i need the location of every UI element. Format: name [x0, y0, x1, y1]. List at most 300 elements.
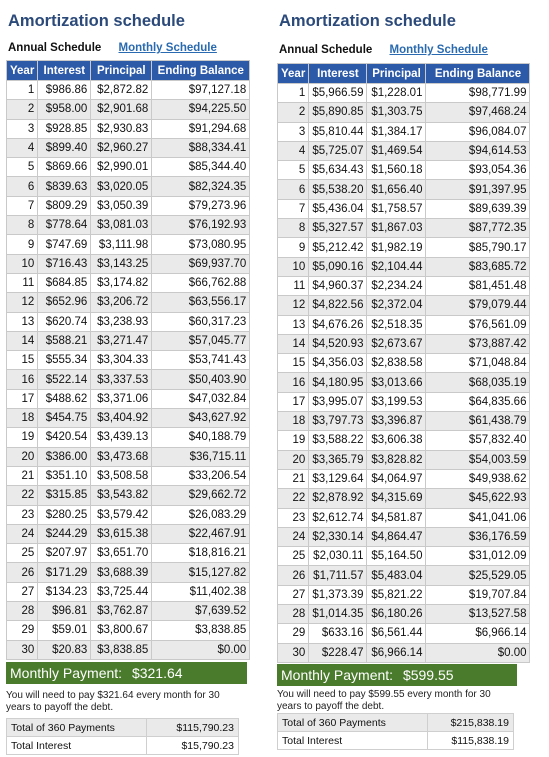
table-cell: 2 — [7, 100, 38, 119]
totals-row — [7, 719, 239, 737]
table-row — [278, 354, 530, 373]
table-cell: $45,622.93 — [426, 489, 530, 508]
table-cell: $3,579.42 — [91, 505, 152, 524]
table-cell: $3,271.47 — [91, 331, 152, 350]
table-cell: 29 — [7, 621, 38, 640]
table-cell: $61,438.79 — [426, 412, 530, 431]
table-cell: 22 — [7, 486, 38, 505]
table-cell: 19 — [7, 428, 38, 447]
table-row — [7, 486, 250, 505]
table-row — [278, 141, 530, 160]
table-cell: 30 — [7, 640, 38, 659]
table-row — [278, 527, 530, 546]
table-cell: $3,688.39 — [91, 563, 152, 582]
table-cell: $747.69 — [38, 235, 91, 254]
table-cell: $3,800.67 — [91, 621, 152, 640]
table-cell: 6 — [7, 177, 38, 196]
table-cell: $2,838.58 — [367, 354, 426, 373]
table-cell: $11,402.38 — [152, 582, 250, 601]
table-cell: $778.64 — [38, 216, 91, 235]
table-cell: $5,725.07 — [309, 141, 367, 160]
table-cell: $0.00 — [426, 643, 530, 662]
table-cell: $2,872.82 — [91, 81, 152, 100]
table-cell: $20.83 — [38, 640, 91, 659]
amortization-table — [277, 63, 530, 663]
table-cell: $2,372.04 — [367, 296, 426, 315]
table-cell: 9 — [278, 238, 309, 257]
table-cell: $420.54 — [38, 428, 91, 447]
table-cell: $54,003.59 — [426, 450, 530, 469]
table-cell: $986.86 — [38, 81, 91, 100]
table-cell: $1,982.19 — [367, 238, 426, 257]
table-cell: $7,639.52 — [152, 602, 250, 621]
table-cell: $3,365.79 — [309, 450, 367, 469]
table-cell: $4,581.87 — [367, 508, 426, 527]
table-cell: $19,707.84 — [426, 585, 530, 604]
table-cell: $3,615.38 — [91, 524, 152, 543]
table-row — [7, 138, 250, 157]
column-header: Year — [278, 64, 309, 84]
table-cell: 26 — [278, 566, 309, 585]
table-cell: $76,192.93 — [152, 216, 250, 235]
table-cell: $0.00 — [152, 640, 250, 659]
table-cell: 17 — [7, 389, 38, 408]
table-cell: 21 — [278, 469, 309, 488]
table-cell: $3,050.39 — [91, 196, 152, 215]
table-cell: $3,508.58 — [91, 466, 152, 485]
table-cell: $2,330.14 — [309, 527, 367, 546]
table-row — [7, 81, 250, 100]
table-cell: $3,588.22 — [309, 431, 367, 450]
table-cell: $134.23 — [38, 582, 91, 601]
table-cell: $29,662.72 — [152, 486, 250, 505]
column-header: Interest — [309, 64, 367, 84]
table-cell: $87,772.35 — [426, 219, 530, 238]
table-cell: $13,527.58 — [426, 605, 530, 624]
table-row — [7, 273, 250, 292]
table-cell: 10 — [278, 257, 309, 276]
table-cell: $68,035.19 — [426, 373, 530, 392]
table-cell: $5,810.44 — [309, 122, 367, 141]
table-cell: $3,404.92 — [91, 409, 152, 428]
table-cell: $1,560.18 — [367, 161, 426, 180]
table-cell: 23 — [7, 505, 38, 524]
table-cell: $2,901.68 — [91, 100, 152, 119]
table-cell: 23 — [278, 508, 309, 527]
totals-value: $115,838.19 — [428, 732, 514, 750]
table-row — [278, 122, 530, 141]
table-cell: $49,938.62 — [426, 469, 530, 488]
table-cell: 8 — [7, 216, 38, 235]
table-cell: $76,561.09 — [426, 315, 530, 334]
table-cell: 20 — [278, 450, 309, 469]
table-cell: 25 — [278, 547, 309, 566]
table-cell: $5,327.57 — [309, 219, 367, 238]
table-cell: $244.29 — [38, 524, 91, 543]
table-cell: $5,436.04 — [309, 199, 367, 218]
table-cell: $3,725.44 — [91, 582, 152, 601]
table-cell: $3,762.87 — [91, 602, 152, 621]
table-cell: $43,627.92 — [152, 409, 250, 428]
table-cell: $633.16 — [309, 624, 367, 643]
table-row — [278, 566, 530, 585]
table-row — [7, 466, 250, 485]
table-cell: 4 — [7, 138, 38, 157]
table-cell: $958.00 — [38, 100, 91, 119]
table-cell: $3,081.03 — [91, 216, 152, 235]
table-cell: $207.97 — [38, 544, 91, 563]
table-cell: 28 — [278, 605, 309, 624]
table-cell: $50,403.90 — [152, 370, 250, 389]
totals-value: $215,838.19 — [428, 714, 514, 732]
totals-label: Total of 360 Payments — [7, 719, 147, 737]
monthly-payment-bar — [6, 662, 247, 684]
table-cell: $2,673.67 — [367, 334, 426, 353]
table-cell: $5,090.16 — [309, 257, 367, 276]
table-cell: 11 — [7, 273, 38, 292]
table-cell: $5,890.85 — [309, 103, 367, 122]
table-cell: $81,451.48 — [426, 276, 530, 295]
table-row — [278, 334, 530, 353]
table-row — [278, 373, 530, 392]
table-cell: $522.14 — [38, 370, 91, 389]
table-cell: $3,143.25 — [91, 254, 152, 273]
table-cell: 5 — [278, 161, 309, 180]
table-cell: $73,887.42 — [426, 334, 530, 353]
table-cell: $652.96 — [38, 293, 91, 312]
table-cell: 1 — [278, 84, 309, 103]
table-row — [278, 489, 530, 508]
totals-label: Total of 360 Payments — [278, 714, 428, 732]
table-row — [7, 158, 250, 177]
table-cell: $3,337.53 — [91, 370, 152, 389]
table-cell: 2 — [278, 103, 309, 122]
table-cell: 12 — [278, 296, 309, 315]
table-cell: $928.85 — [38, 119, 91, 138]
table-cell: 4 — [278, 141, 309, 160]
column-header: Principal — [367, 64, 426, 84]
table-row — [7, 409, 250, 428]
table-cell: $3,797.73 — [309, 412, 367, 431]
table-cell: $454.75 — [38, 409, 91, 428]
table-cell: $79,079.44 — [426, 296, 530, 315]
table-cell: 24 — [278, 527, 309, 546]
table-cell: $89,639.39 — [426, 199, 530, 218]
table-cell: $3,606.38 — [367, 431, 426, 450]
table-cell: 7 — [278, 199, 309, 218]
table-row — [7, 293, 250, 312]
table-cell: $97,468.24 — [426, 103, 530, 122]
table-cell: 27 — [7, 582, 38, 601]
table-cell: $171.29 — [38, 563, 91, 582]
table-row — [7, 524, 250, 543]
table-cell: $6,966.14 — [426, 624, 530, 643]
page-title: Amortization schedule — [8, 12, 185, 30]
totals-row — [278, 714, 514, 732]
table-row — [278, 103, 530, 122]
table-row — [278, 431, 530, 450]
monthly-payment-label: Monthly Payment: — [281, 667, 394, 683]
table-cell: $69,937.70 — [152, 254, 250, 273]
table-cell: $5,821.22 — [367, 585, 426, 604]
table-cell: 5 — [7, 158, 38, 177]
table-cell: 26 — [7, 563, 38, 582]
table-cell: $31,012.09 — [426, 547, 530, 566]
table-cell: $93,054.36 — [426, 161, 530, 180]
table-cell: $716.43 — [38, 254, 91, 273]
totals-row — [278, 732, 514, 750]
table-body — [278, 84, 530, 663]
table-cell: 18 — [278, 412, 309, 431]
table-cell: $620.74 — [38, 312, 91, 331]
table-row — [7, 196, 250, 215]
table-row — [7, 602, 250, 621]
tab-monthly-schedule[interactable]: Monthly Schedule — [118, 42, 217, 54]
table-cell: $1,014.35 — [309, 605, 367, 624]
table-cell: 6 — [278, 180, 309, 199]
column-header: Year — [7, 61, 38, 81]
table-cell: $3,828.82 — [367, 450, 426, 469]
table-cell: $94,225.50 — [152, 100, 250, 119]
table-cell: $4,864.47 — [367, 527, 426, 546]
table-cell: 21 — [7, 466, 38, 485]
table-cell: $2,234.24 — [367, 276, 426, 295]
table-cell: $3,838.85 — [152, 621, 250, 640]
table-cell: $588.21 — [38, 331, 91, 350]
table-cell: $88,334.41 — [152, 138, 250, 157]
table-row — [7, 351, 250, 370]
table-cell: $3,473.68 — [91, 447, 152, 466]
totals-label: Total Interest — [7, 737, 147, 755]
table-row — [7, 119, 250, 138]
tab-monthly-schedule[interactable]: Monthly Schedule — [389, 44, 488, 56]
table-row — [7, 582, 250, 601]
table-cell: $22,467.91 — [152, 524, 250, 543]
table-cell: $3,111.98 — [91, 235, 152, 254]
table-row — [278, 412, 530, 431]
table-cell: $36,176.59 — [426, 527, 530, 546]
table-cell: $899.40 — [38, 138, 91, 157]
table-row — [278, 161, 530, 180]
table-cell: $315.85 — [38, 486, 91, 505]
table-cell: $60,317.23 — [152, 312, 250, 331]
table-cell: 14 — [7, 331, 38, 350]
totals-label: Total Interest — [278, 732, 428, 750]
table-cell: 10 — [7, 254, 38, 273]
table-cell: $3,174.82 — [91, 273, 152, 292]
table-cell: $1,867.03 — [367, 219, 426, 238]
table-cell: $40,188.79 — [152, 428, 250, 447]
table-cell: 28 — [7, 602, 38, 621]
table-row — [278, 84, 530, 103]
table-row — [7, 428, 250, 447]
table-header-row — [7, 61, 250, 81]
totals-value: $15,790.23 — [147, 737, 239, 755]
table-cell: 19 — [278, 431, 309, 450]
table-row — [7, 544, 250, 563]
table-cell: $2,518.35 — [367, 315, 426, 334]
table-cell: 7 — [7, 196, 38, 215]
table-cell: 13 — [278, 315, 309, 334]
column-header: Interest — [38, 61, 91, 81]
table-cell: $3,199.53 — [367, 392, 426, 411]
table-cell: $5,212.42 — [309, 238, 367, 257]
table-body — [7, 81, 250, 660]
table-row — [278, 199, 530, 218]
table-row — [7, 505, 250, 524]
table-row — [7, 331, 250, 350]
table-cell: $71,048.84 — [426, 354, 530, 373]
table-cell: $3,304.33 — [91, 351, 152, 370]
monthly-payment-value: $599.55 — [402, 667, 454, 683]
table-cell: $57,832.40 — [426, 431, 530, 450]
table-row — [278, 392, 530, 411]
table-cell: 29 — [278, 624, 309, 643]
tab-annual-schedule[interactable]: Annual Schedule — [8, 42, 102, 54]
table-row — [278, 450, 530, 469]
table-cell: $18,816.21 — [152, 544, 250, 563]
table-cell: 13 — [7, 312, 38, 331]
table-cell: $83,685.72 — [426, 257, 530, 276]
table-cell: $684.85 — [38, 273, 91, 292]
column-header: Ending Balance — [152, 61, 250, 81]
table-cell: $1,758.57 — [367, 199, 426, 218]
table-cell: $4,520.93 — [309, 334, 367, 353]
table-cell: $64,835.66 — [426, 392, 530, 411]
column-header: Principal — [91, 61, 152, 81]
table-cell: $1,373.39 — [309, 585, 367, 604]
table-cell: 30 — [278, 643, 309, 662]
table-cell: 20 — [7, 447, 38, 466]
monthly-payment-bar — [277, 664, 517, 686]
table-cell: $1,469.54 — [367, 141, 426, 160]
table-cell: $6,966.14 — [367, 643, 426, 662]
table-cell: $57,045.77 — [152, 331, 250, 350]
page-title: Amortization schedule — [279, 12, 456, 30]
table-row — [7, 447, 250, 466]
table-cell: $488.62 — [38, 389, 91, 408]
totals-table — [6, 718, 239, 755]
table-cell: $1,384.17 — [367, 122, 426, 141]
table-cell: 3 — [7, 119, 38, 138]
table-cell: $98,771.99 — [426, 84, 530, 103]
table-cell: $41,041.06 — [426, 508, 530, 527]
table-cell: $6,561.44 — [367, 624, 426, 643]
table-cell: $3,013.66 — [367, 373, 426, 392]
table-cell: $869.66 — [38, 158, 91, 177]
table-cell: $228.47 — [309, 643, 367, 662]
table-cell: $5,538.20 — [309, 180, 367, 199]
amortization-table — [6, 60, 250, 660]
table-row — [7, 389, 250, 408]
table-cell: $26,083.29 — [152, 505, 250, 524]
table-cell: $82,324.35 — [152, 177, 250, 196]
table-cell: 22 — [278, 489, 309, 508]
table-cell: $1,228.01 — [367, 84, 426, 103]
table-cell: $3,838.85 — [91, 640, 152, 659]
table-row — [7, 312, 250, 331]
table-cell: $3,129.64 — [309, 469, 367, 488]
table-cell: $2,612.74 — [309, 508, 367, 527]
table-cell: 18 — [7, 409, 38, 428]
schedule-tabs — [8, 42, 217, 54]
table-row — [278, 547, 530, 566]
table-row — [278, 508, 530, 527]
table-cell: $5,483.04 — [367, 566, 426, 585]
table-cell: 14 — [278, 334, 309, 353]
table-cell: $3,651.70 — [91, 544, 152, 563]
payment-note: You will need to pay $321.64 every month for 30 years to payoff the debt. — [6, 690, 220, 713]
table-cell: $33,206.54 — [152, 466, 250, 485]
table-cell: $2,878.92 — [309, 489, 367, 508]
table-cell: $66,762.88 — [152, 273, 250, 292]
table-cell: 17 — [278, 392, 309, 411]
totals-row — [7, 737, 239, 755]
table-cell: $63,556.17 — [152, 293, 250, 312]
table-cell: 15 — [7, 351, 38, 370]
table-cell: 3 — [278, 122, 309, 141]
table-cell: $3,396.87 — [367, 412, 426, 431]
table-cell: 9 — [7, 235, 38, 254]
table-row — [7, 640, 250, 659]
table-cell: $4,676.26 — [309, 315, 367, 334]
table-cell: $809.29 — [38, 196, 91, 215]
table-cell: 27 — [278, 585, 309, 604]
table-row — [278, 624, 530, 643]
table-row — [278, 469, 530, 488]
table-row — [7, 235, 250, 254]
table-cell: 16 — [7, 370, 38, 389]
table-cell: $3,439.13 — [91, 428, 152, 447]
table-row — [278, 180, 530, 199]
table-cell: $3,206.72 — [91, 293, 152, 312]
table-cell: $4,822.56 — [309, 296, 367, 315]
table-row — [278, 315, 530, 334]
totals-value: $115,790.23 — [147, 719, 239, 737]
table-cell: $2,960.27 — [91, 138, 152, 157]
table-cell: $1,303.75 — [367, 103, 426, 122]
table-row — [7, 100, 250, 119]
table-row — [7, 563, 250, 582]
table-row — [278, 219, 530, 238]
table-cell: $2,930.83 — [91, 119, 152, 138]
table-cell: $85,344.40 — [152, 158, 250, 177]
table-cell: $1,656.40 — [367, 180, 426, 199]
table-cell: 8 — [278, 219, 309, 238]
table-cell: 1 — [7, 81, 38, 100]
table-cell: 15 — [278, 354, 309, 373]
table-cell: $3,238.93 — [91, 312, 152, 331]
table-cell: $1,711.57 — [309, 566, 367, 585]
monthly-payment-value: $321.64 — [131, 665, 183, 681]
table-cell: 16 — [278, 373, 309, 392]
table-cell: $4,180.95 — [309, 373, 367, 392]
table-cell: 24 — [7, 524, 38, 543]
table-cell: $73,080.95 — [152, 235, 250, 254]
tab-annual-schedule[interactable]: Annual Schedule — [279, 44, 373, 56]
table-cell: $94,614.53 — [426, 141, 530, 160]
table-cell: $91,294.68 — [152, 119, 250, 138]
table-cell: $3,371.06 — [91, 389, 152, 408]
table-row — [278, 238, 530, 257]
table-cell: $351.10 — [38, 466, 91, 485]
table-cell: $2,030.11 — [309, 547, 367, 566]
table-cell: $3,543.82 — [91, 486, 152, 505]
column-header: Ending Balance — [426, 64, 530, 84]
table-cell: $3,020.05 — [91, 177, 152, 196]
table-cell: $386.00 — [38, 447, 91, 466]
table-row — [7, 177, 250, 196]
